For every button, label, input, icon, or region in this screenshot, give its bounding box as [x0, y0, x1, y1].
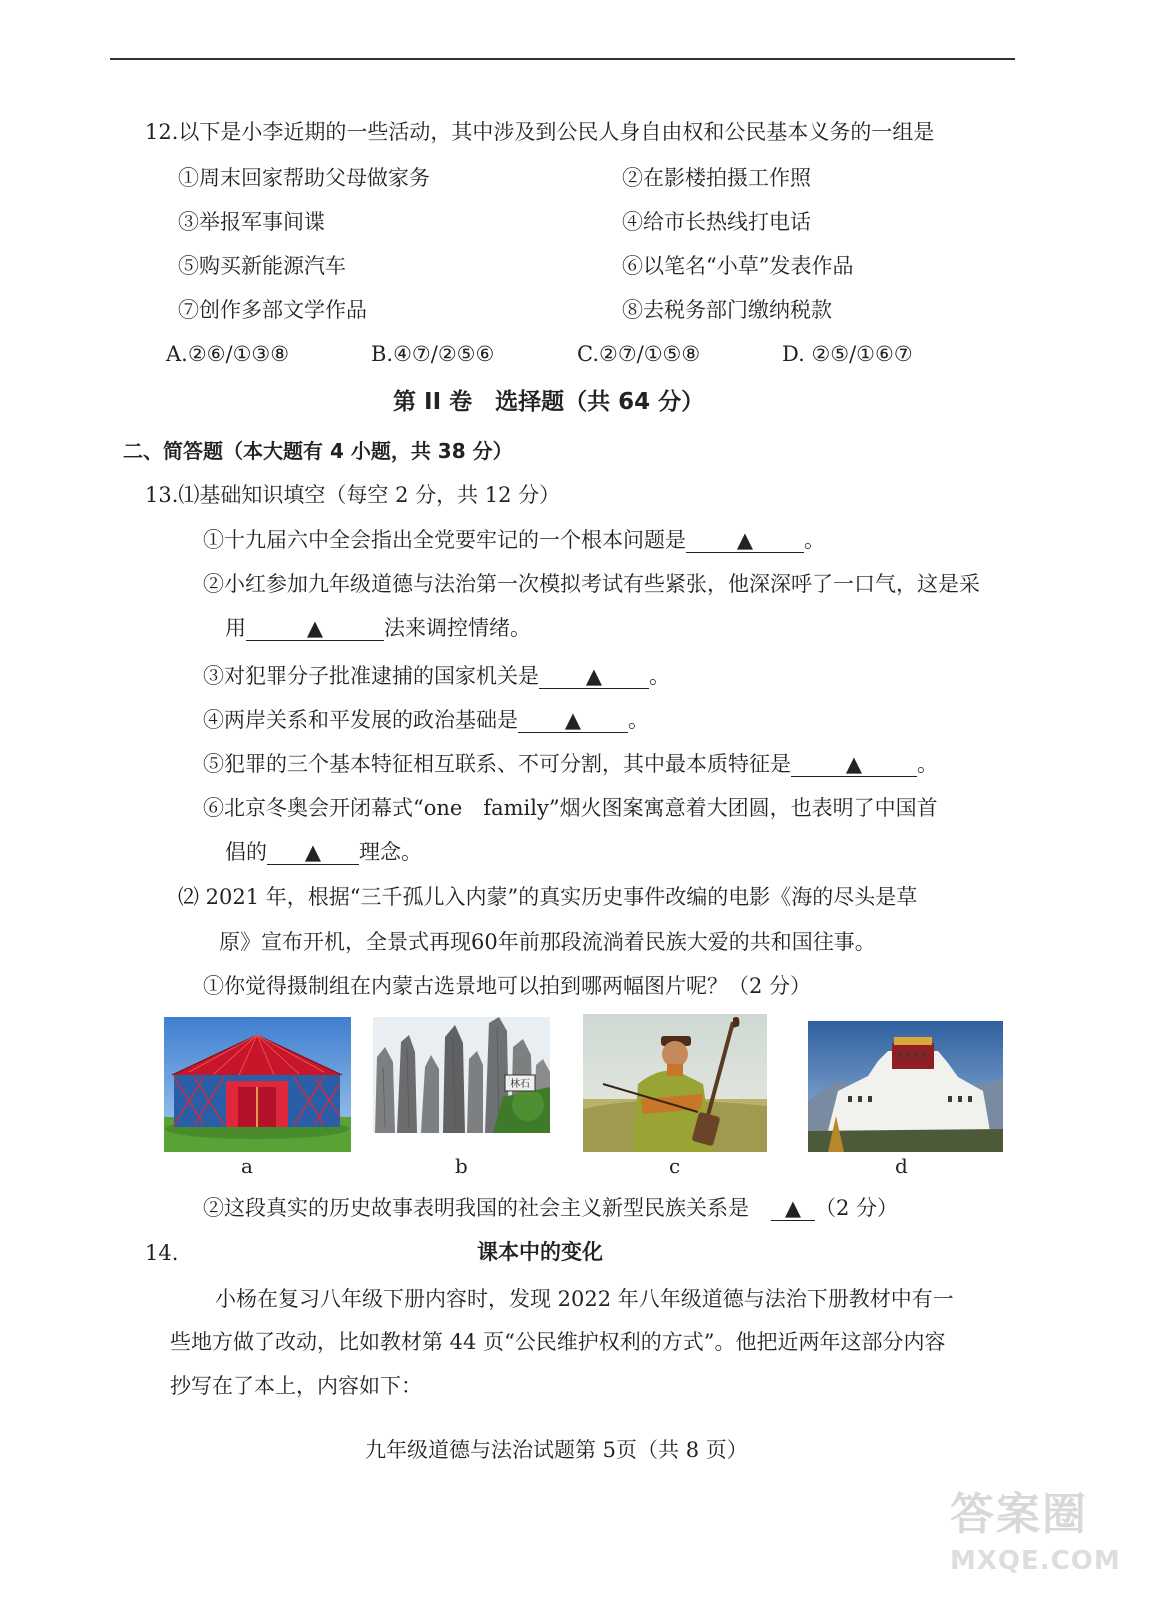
q12-item-6: ⑥以笔名“小草”发表作品: [622, 254, 854, 278]
answer-blank: [539, 664, 649, 689]
q12-option-b: B.④⑦/②⑤⑥: [371, 342, 495, 366]
stone-forest-sign: 林石: [510, 1079, 530, 1090]
q13-fill-3: ③对犯罪分子批准逮捕的国家机关是 ▲ 。: [203, 664, 670, 688]
q13-fill-4: ④两岸关系和平发展的政治基础是 ▲ 。: [203, 708, 649, 732]
triangle-marker-icon: ▲: [784, 1196, 802, 1220]
potala-palace-image: [808, 1021, 1003, 1152]
q14-line1: 小杨在复习八年级下册内容时，发现 2022 年八年级道德与法治下册教材中有一: [215, 1287, 954, 1311]
answer-blank: [267, 840, 359, 865]
q12-item-7: ⑦创作多部文学作品: [178, 298, 367, 322]
triangle-marker-icon: ▲: [304, 840, 322, 864]
q14-line2: 些地方做了改动，比如教材第 44 页“公民维护权利的方式”。他把近两年这部分内容: [170, 1330, 946, 1354]
q13-fill-1: ①十九届六中全会指出全党要牢记的一个根本问题是 ▲ 。: [203, 528, 825, 552]
q13-fill-2-line2: 用 ▲ 法来调控情绪。: [225, 616, 531, 640]
section2-title: 二、简答题（本大题有 4 小题，共 38 分）: [123, 439, 513, 463]
q12-item-3: ③举报军事间谍: [178, 210, 325, 234]
image-caption-b: b: [455, 1154, 468, 1178]
q14-number: 14.: [145, 1241, 179, 1265]
answer-blank: [246, 616, 384, 641]
part2-title: 第 II 卷 选择题（共 64 分）: [393, 389, 705, 415]
q12-option-c: C.②⑦/①⑤⑧: [577, 342, 701, 366]
triangle-marker-icon: ▲: [845, 752, 863, 776]
image-caption-c: c: [669, 1154, 681, 1178]
q13-part1-title: 13.⑴基础知识填空（每空 2 分，共 12 分）: [145, 483, 561, 507]
q13-fill-6-line2: 倡的 ▲ 理念。: [225, 840, 422, 864]
answer-blank: [791, 752, 917, 777]
q13-fill-6-line1: ⑥北京冬奥会开闭幕式“one family”烟火图案寓意着大团圆，也表明了中国首: [203, 796, 938, 820]
triangle-marker-icon: ▲: [585, 664, 603, 688]
q13-part2-question2: ②这段真实的历史故事表明我国的社会主义新型民族关系是 ▲ （2 分）: [203, 1196, 899, 1220]
page-footer: 九年级道德与法治试题第 5页（共 8 页）: [365, 1438, 748, 1462]
q12-item-8: ⑧去税务部门缴纳税款: [622, 298, 832, 322]
q13-part2-question1: ①你觉得摄制组在内蒙古选景地可以拍到哪两幅图片呢？（2 分）: [203, 974, 812, 998]
q14-line3: 抄写在了本上，内容如下：: [170, 1374, 422, 1398]
triangle-marker-icon: ▲: [306, 616, 324, 640]
q13-part2-line2: 原》宣布开机，全景式再现60年前那段流淌着民族大爱的共和国往事。: [219, 930, 876, 954]
watermark-url: MXQE.COM: [950, 1546, 1121, 1576]
watermark-text: 答案圈: [950, 1489, 1088, 1540]
q12-stem: 12.以下是小李近期的一些活动，其中涉及到公民人身自由权和公民基本义务的一组是: [145, 120, 935, 144]
q14-title: 课本中的变化: [477, 1240, 603, 1264]
image-caption-d: d: [895, 1154, 908, 1178]
q12-item-2: ②在影楼拍摄工作照: [622, 166, 811, 190]
q13-part2-line1: ⑵ 2021 年，根据“三千孤儿入内蒙”的真实历史事件改编的电影《海的尽头是草: [178, 885, 918, 909]
q12-item-1: ①周末回家帮助父母做家务: [178, 166, 430, 190]
q12-item-5: ⑤购买新能源汽车: [178, 254, 346, 278]
image-caption-a: a: [241, 1154, 253, 1178]
triangle-marker-icon: ▲: [736, 528, 754, 552]
triangle-marker-icon: ▲: [564, 708, 582, 732]
answer-blank: [771, 1196, 815, 1221]
q12-item-4: ④给市长热线打电话: [622, 210, 811, 234]
answer-blank: [518, 708, 628, 733]
answer-blank: [686, 528, 804, 553]
yurt-image: [164, 1017, 351, 1152]
stone-forest-image: [373, 1017, 550, 1133]
q12-option-d: D. ②⑤/①⑥⑦: [782, 342, 913, 366]
watermark-logo: [950, 1478, 1130, 1588]
q13-fill-5: ⑤犯罪的三个基本特征相互联系、不可分割，其中最本质特征是 ▲ 。: [203, 752, 938, 776]
q12-option-a: A.②⑥/①③⑧: [166, 342, 290, 366]
q13-fill-2-line1: ②小红参加九年级道德与法治第一次模拟考试有些紧张，他深深呼了一口气，这是采: [203, 572, 980, 596]
header-rule: [110, 58, 1015, 60]
morin-khuur-player-image: [583, 1014, 767, 1152]
